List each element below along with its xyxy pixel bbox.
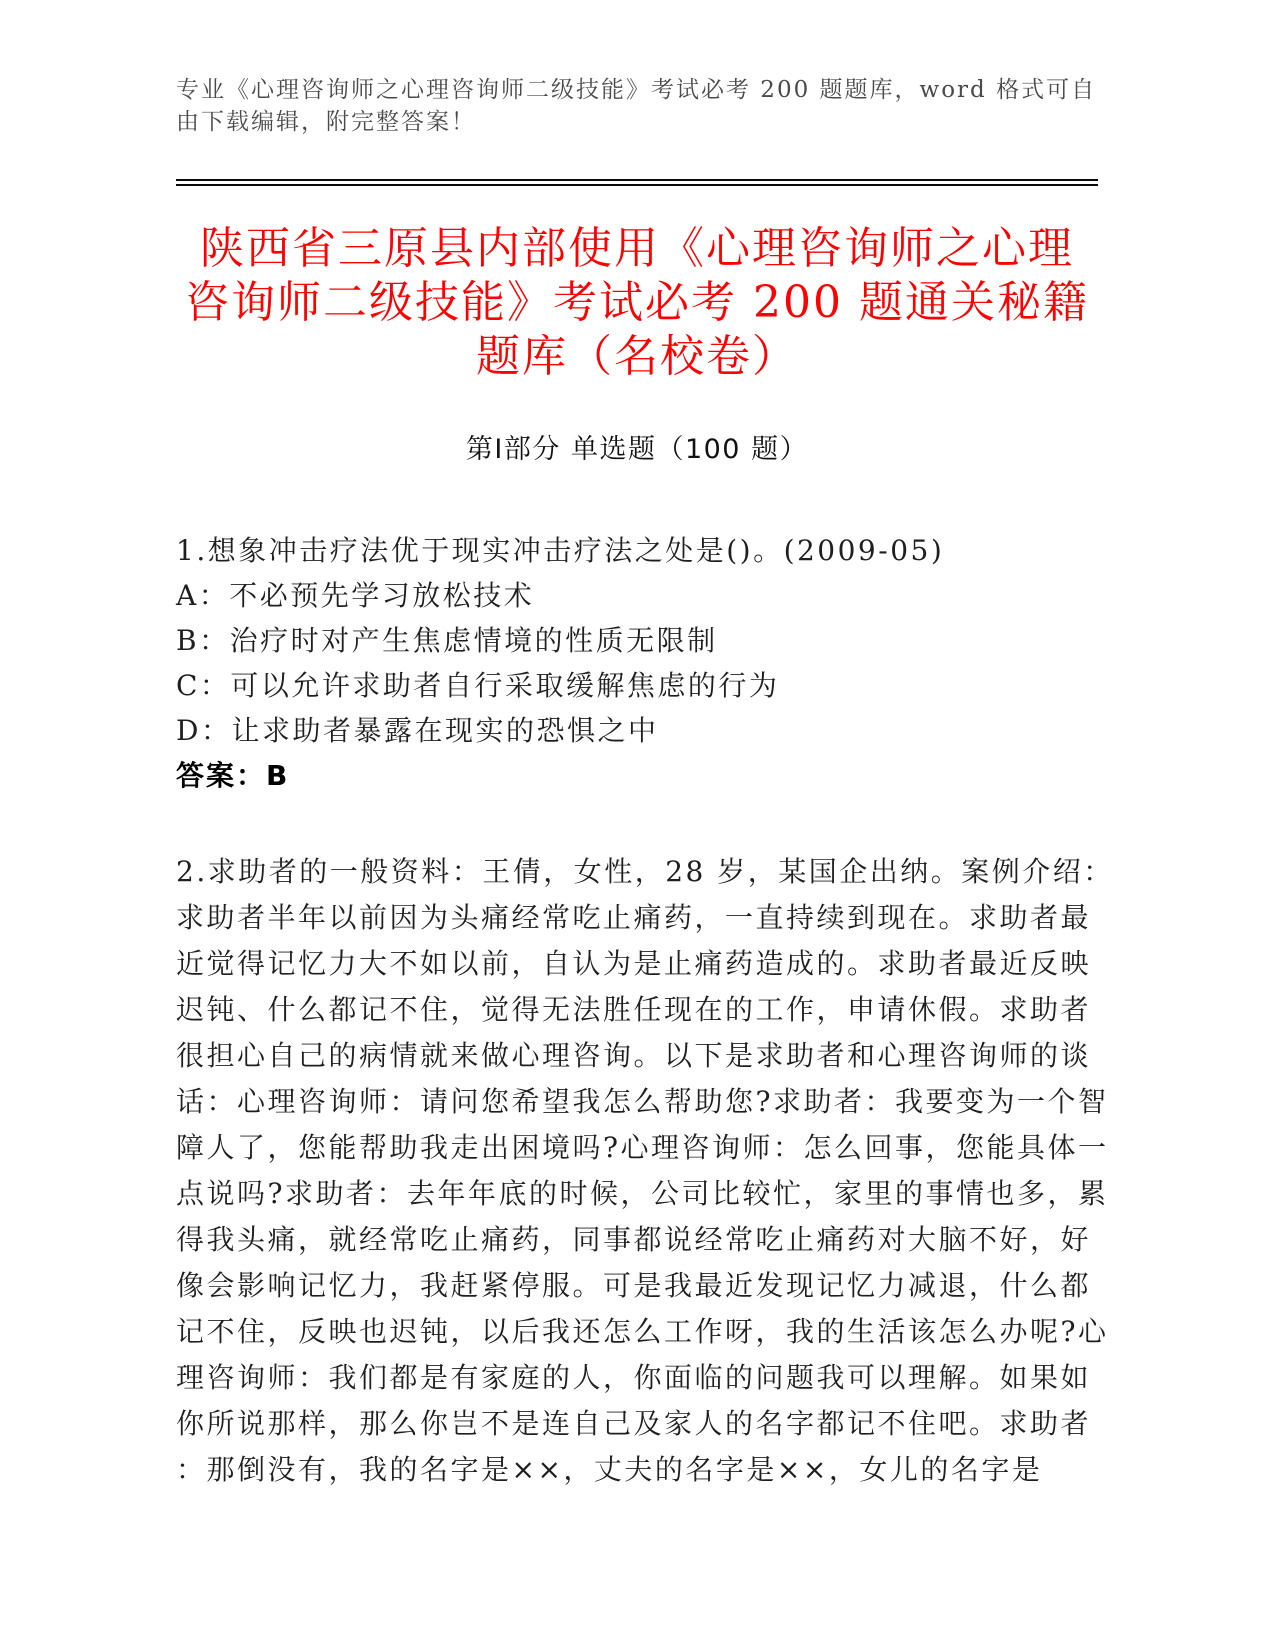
question-2-text-line: 点说吗?求助者：去年年底的时候，公司比较忙，家里的事情也多，累 [176, 1177, 1109, 1210]
content-column [176, 0, 1114, 1493]
question-2-text-line: 2.求助者的一般资料：王倩，女性，28 岁，某国企出纳。案例介绍： [176, 855, 1114, 888]
question-1-stem: 1.想象冲击疗法优于现实冲击疗法之处是()。(2009-05) [176, 534, 945, 567]
question-1 [176, 528, 1098, 798]
question-2-text-line: 求助者半年以前因为头痛经常吃止痛药，一直持续到现在。求助者最 [176, 901, 1092, 934]
section-heading: 第Ⅰ部分 单选题（100 题） [465, 434, 809, 465]
option-a: A：不必预先学习放松技术 [176, 579, 535, 612]
option-c: C：可以允许求助者自行采取缓解焦虑的行为 [176, 669, 780, 702]
title-line: 咨询师二级技能》考试必考 200 题通关秘籍 [185, 277, 1089, 328]
question-2-text-line: ：那倒没有，我的名字是××，丈夫的名字是××，女儿的名字是 [176, 1453, 1043, 1486]
question-2-text-line: 迟钝、什么都记不住，觉得无法胜任现在的工作，申请休假。求助者 [176, 993, 1092, 1026]
question-2-text-line: 话：心理咨询师：请问您希望我怎么帮助您?求助者：我要变为一个智 [176, 1085, 1109, 1118]
question-2-text-line: 理咨询师：我们都是有家庭的人，你面临的问题我可以理解。如果如 [176, 1361, 1092, 1394]
document-title [176, 222, 1098, 384]
question-2-text-line: 很担心自己的病情就来做心理咨询。以下是求助者和心理咨询师的谈 [176, 1039, 1092, 1072]
question-2-text-line: 像会影响记忆力，我赶紧停服。可是我最近发现记忆力减退，什么都 [176, 1269, 1092, 1302]
answer-line: 答案：B [176, 759, 290, 792]
question-2-text-line: 你所说那样，那么你岂不是连自己及家人的名字都记不住吧。求助者 [176, 1407, 1092, 1440]
question-2-text-line: 障人了，您能帮助我走出困境吗?心理咨询师：怎么回事，您能具体一 [176, 1131, 1109, 1164]
question-2-text-line: 近觉得记忆力大不如以前，自认为是止痛药造成的。求助者最近反映 [176, 947, 1092, 980]
title-line: 题库（名校卷） [476, 331, 798, 382]
page-header [176, 0, 1098, 138]
header-line: 由下载编辑，附完整答案！ [176, 109, 476, 135]
question-2-text-line: 记不住，反映也迟钝，以后我还怎么工作呀，我的生活该怎么办呢?心 [176, 1315, 1109, 1348]
question-2 [176, 849, 1114, 1493]
question-2-text-line: 得我头痛，就经常吃止痛药，同事都说经常吃止痛药对大脑不好，好 [176, 1223, 1092, 1256]
option-d: D：让求助者暴露在现实的恐惧之中 [176, 714, 659, 747]
title-line: 陕西省三原县内部使用《心理咨询师之心理 [200, 223, 1074, 274]
option-b: B：治疗时对产生焦虑情境的性质无限制 [176, 624, 718, 657]
header-line: 专业《心理咨询师之心理咨询师二级技能》考试必考 200 题题库，word 格式可自 [176, 77, 1097, 103]
header-divider-rule [176, 179, 1098, 186]
